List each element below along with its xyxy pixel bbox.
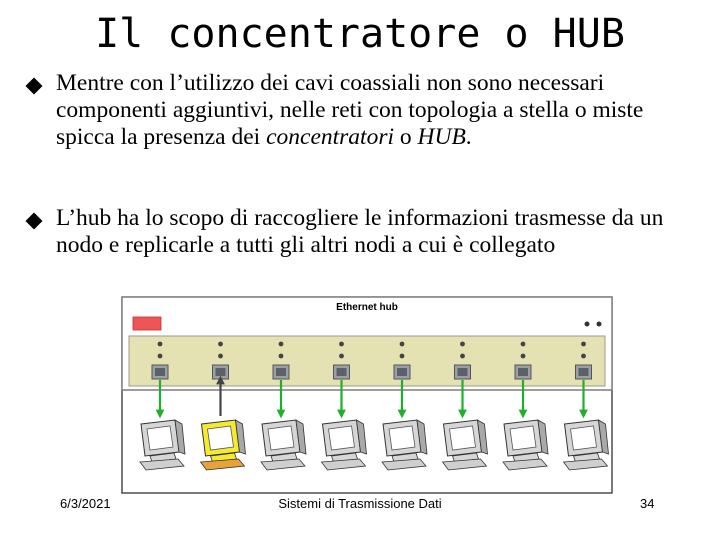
port-led — [218, 354, 223, 359]
port-led — [218, 342, 223, 347]
footer-date: 6/3/2021 — [60, 496, 111, 511]
port-led — [581, 354, 586, 359]
port-led — [339, 342, 344, 347]
port-led — [460, 342, 465, 347]
computer-icon — [322, 420, 367, 470]
port-led — [339, 354, 344, 359]
rj45-port-opening — [276, 368, 286, 376]
ethernet-hub-diagram — [121, 296, 615, 494]
bullet-text: L’hub ha lo scopo di raccogliere le informazioni trasmesse da un nodo e replicarle a tutti gli altri nodi a cui è collegato — [56, 205, 664, 258]
hub-label: Ethernet hub — [336, 302, 398, 313]
port-led — [460, 354, 465, 359]
footer-page-number: 34 — [640, 496, 655, 511]
rj45-port-opening — [216, 368, 226, 376]
port-led — [521, 342, 526, 347]
computer-icon — [382, 420, 427, 470]
port-led — [158, 342, 163, 347]
hub-port-panel — [129, 336, 605, 386]
port-led — [279, 342, 284, 347]
computer-icon — [261, 420, 306, 470]
rj45-port-opening — [397, 368, 407, 376]
rj45-port-opening — [458, 368, 468, 376]
port-led — [400, 342, 405, 347]
diamond-bullet-icon — [26, 78, 43, 95]
port-led — [521, 354, 526, 359]
port-led — [158, 354, 163, 359]
rj45-port-opening — [155, 368, 165, 376]
rj45-port-opening — [579, 368, 589, 376]
hub-status-led — [585, 322, 590, 327]
bullet-text: Mentre con l’utilizzo dei cavi coassiali non sono necessari componenti aggiuntivi, nelle reti con topologia a stella o miste spicca la presenza dei concentratori o HUB. — [56, 70, 644, 150]
computer-icon — [443, 420, 488, 470]
rj45-port-opening — [518, 368, 528, 376]
computer-icon — [140, 420, 185, 470]
bullet-hub-purpose — [28, 205, 698, 259]
computer-icon — [503, 420, 548, 470]
rj45-port-opening — [337, 368, 347, 376]
port-led — [279, 354, 284, 359]
footer-course: Sistemi di Trasmissione Dati — [278, 496, 442, 511]
diamond-bullet-icon — [26, 213, 43, 230]
bullet-hub-context — [28, 70, 698, 151]
slide-title: Il concentratore o HUB — [95, 11, 625, 57]
port-led — [400, 354, 405, 359]
hub-status-led — [597, 322, 602, 327]
hub-power-indicator — [133, 317, 161, 330]
computer-icon — [564, 420, 609, 470]
port-led — [581, 342, 586, 347]
sending-computer-icon — [201, 420, 246, 470]
